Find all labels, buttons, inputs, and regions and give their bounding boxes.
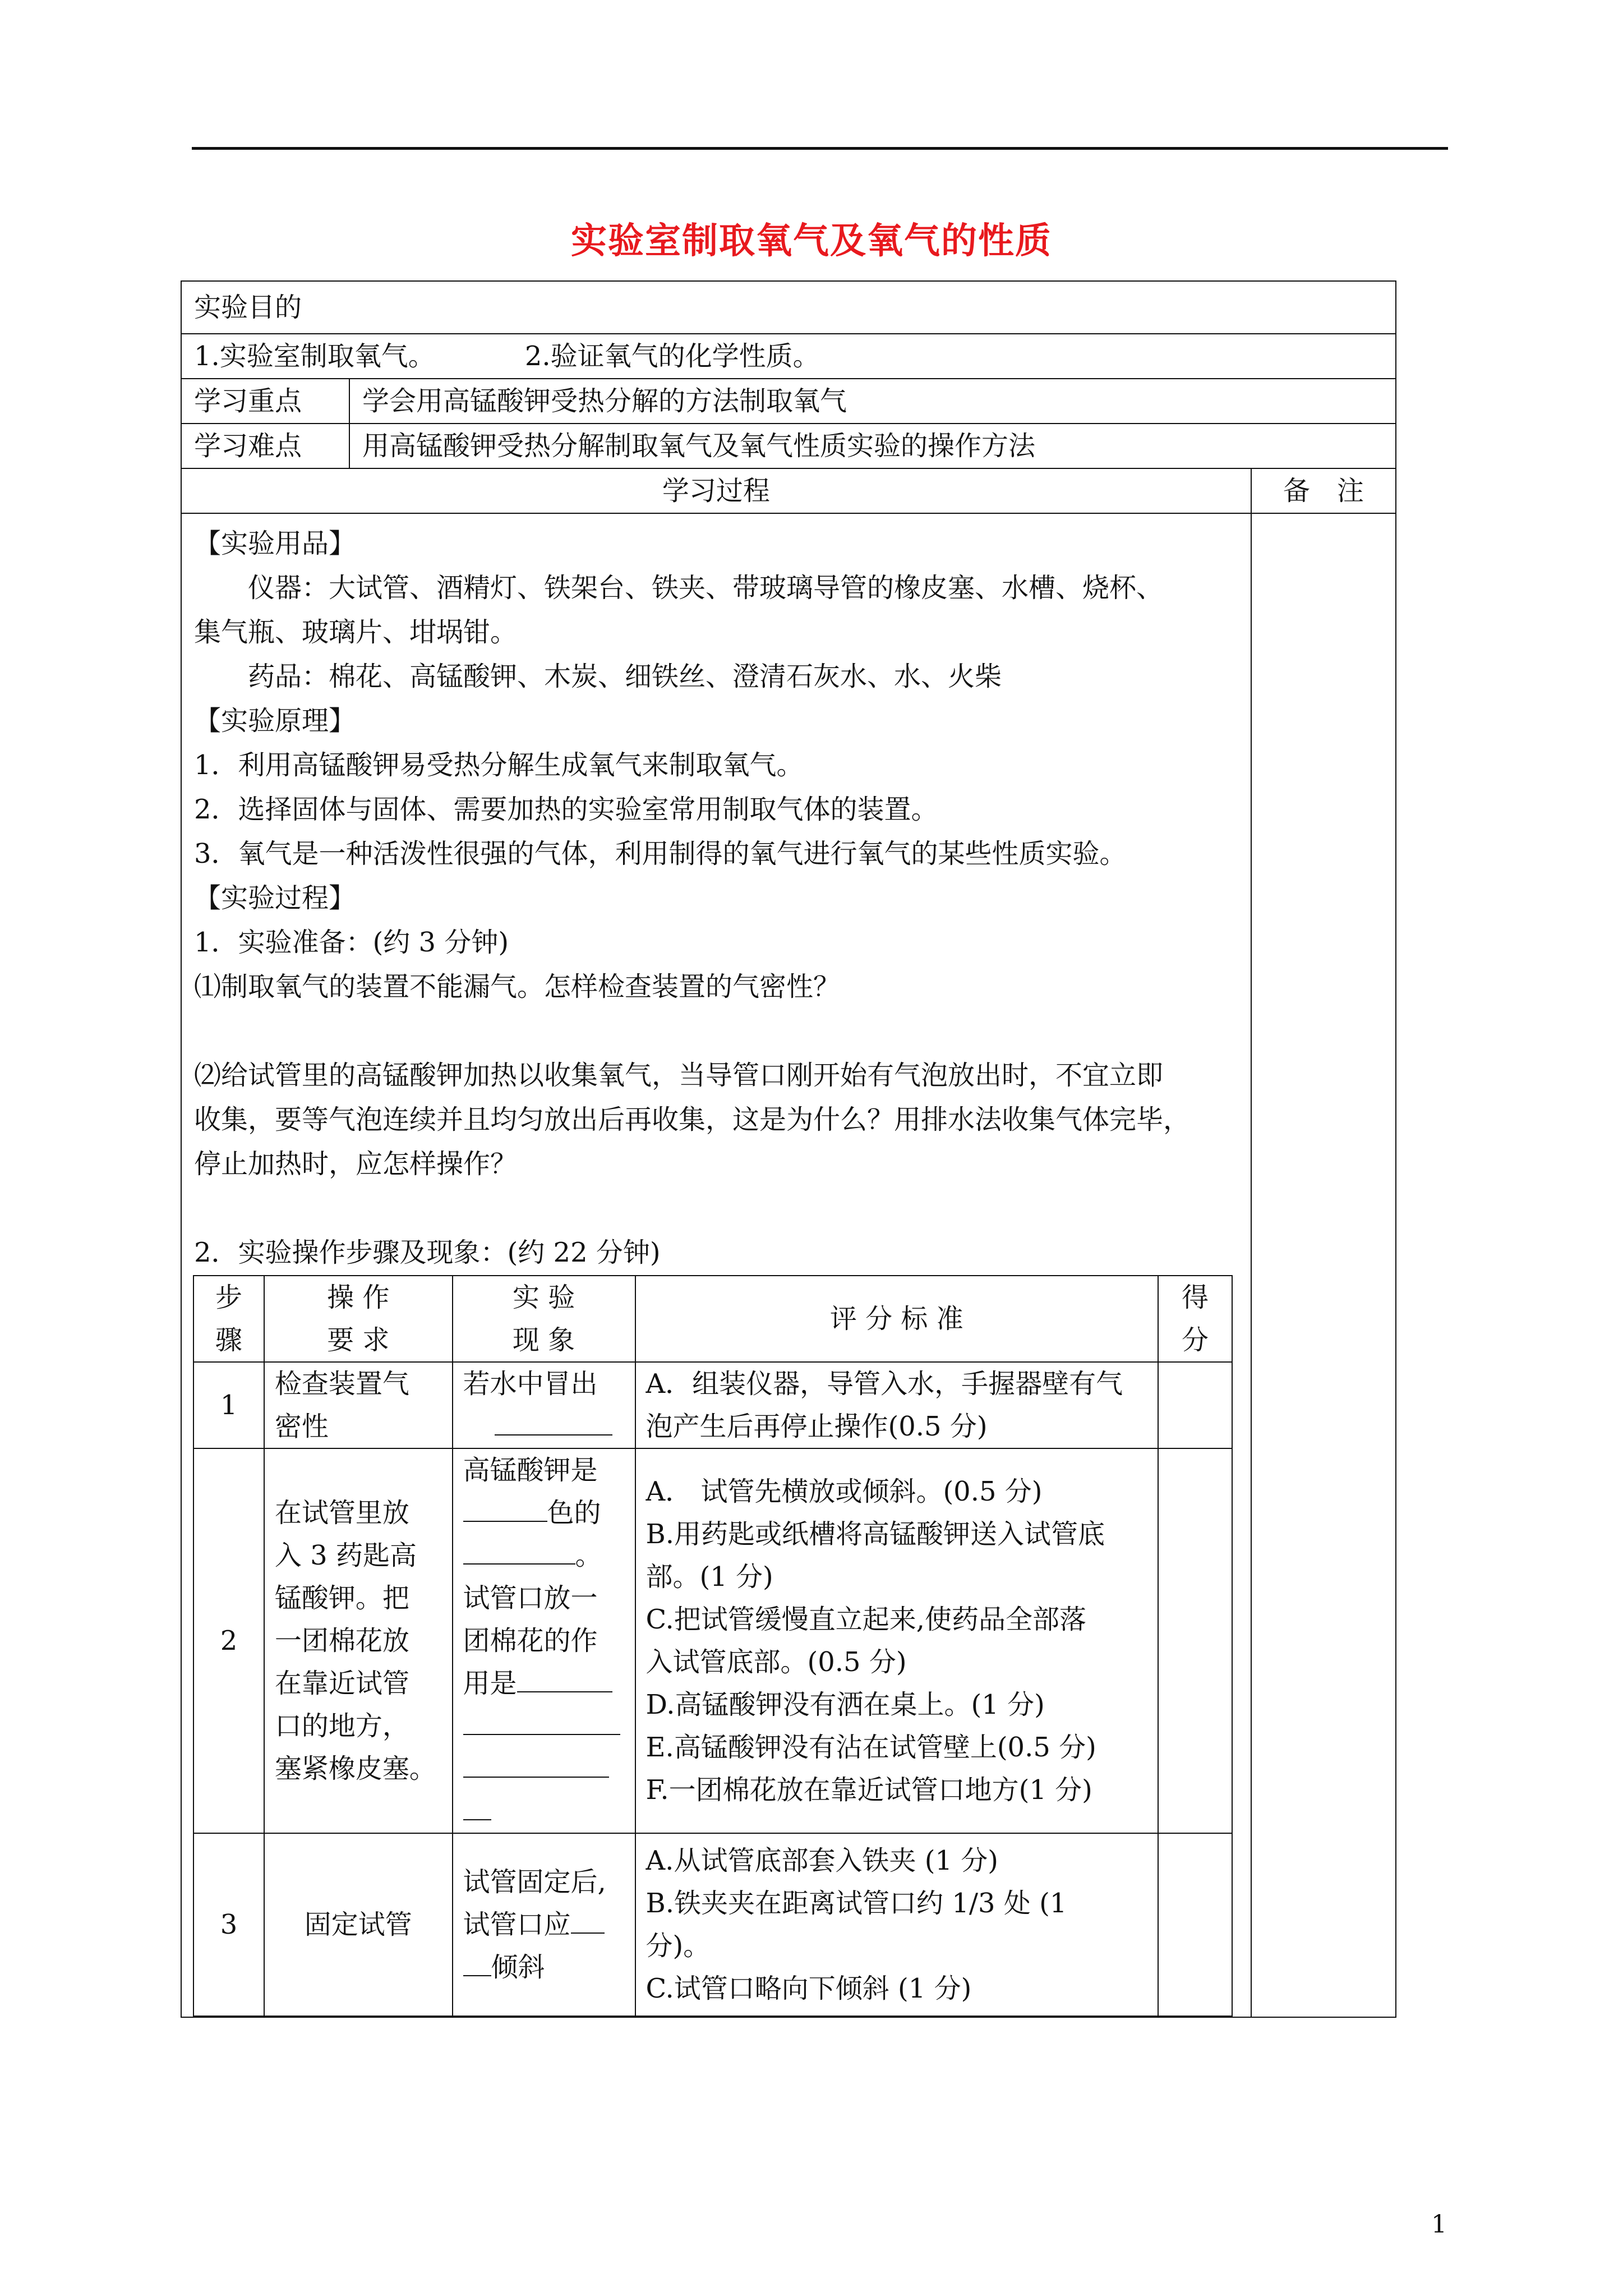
table-row [193,1362,1232,1448]
prep-line: 1．实验准备：(约 3 分钟) [194,927,509,958]
steps-title: 2．实验操作步骤及现象：(约 22 分钟) [194,1237,661,1268]
row-2-score[interactable] [1158,1448,1232,1833]
row-3-score[interactable] [1158,1833,1232,2016]
instruments-line-1: 仪器：大试管、酒精灯、铁架台、铁夹、带玻璃导管的橡皮塞、水槽、烧杯、 [248,572,1164,604]
row-2-requirement: 在试管里放 入 3 药匙高 锰酸钾。把 一团棉花放 在靠近试管 口的地方， 塞紧橡皮塞。 [264,1448,453,1833]
question-2-line-2: 收集，要等气泡连续并且均匀放出后再收集，这是为什么？用排水法收集气体完毕， [194,1104,1191,1135]
row-3-requirement: 固定试管 [264,1833,453,2016]
question-1: ⑴制取氧气的装置不能漏气。怎样检查装置的气密性？ [194,971,841,1002]
process-header: 学习过程 [181,468,1251,513]
row-2-phenomenon: 高锰酸钾是 色的 。 试管口放一 团棉花的作 用是 [453,1448,635,1833]
row-1-requirement: 检查装置气 密性 [264,1362,453,1448]
remarks-cell[interactable] [1251,513,1396,2017]
answer-blank[interactable] [463,1534,575,1565]
answer-blank[interactable] [463,1946,491,1976]
process-header-row [181,468,1396,513]
header-requirement: 操 作 要 求 [264,1276,453,1362]
answer-blank[interactable] [463,1747,609,1778]
difficulty-label: 学习难点 [181,424,349,468]
principle-3: 3．氧气是一种活泼性很强的气体，利用制得的氧气进行氧气的某些性质实验。 [194,838,1127,869]
row-1-criteria: A．组装仪器，导管入水，手握器壁有气 泡产生后再停止操作(0.5 分) [635,1362,1159,1448]
materials-title: 【实验用品】 [194,528,356,559]
answer-blank[interactable] [495,1405,612,1435]
row-2-step: 2 [193,1448,264,1833]
principle-1: 1．利用高锰酸钾易受热分解生成氧气来制取氧气。 [194,749,804,781]
principle-title: 【实验原理】 [194,705,356,737]
reagents-line: 药品：棉花、高锰酸钾、木炭、细铁丝、澄清石灰水、水、火柴 [248,661,1002,692]
process-body-row [181,513,1396,2017]
focus-label: 学习重点 [181,379,349,424]
row-1-score[interactable] [1158,1362,1232,1448]
header-phenomenon: 实 验 现 象 [453,1276,635,1362]
table-row [193,1448,1232,1833]
page-title: 实验室制取氧气及氧气的性质 [571,220,1052,262]
purpose-items [181,334,1396,379]
row-2-criteria: A． 试管先横放或倾斜。(0.5 分) B.用药匙或纸槽将高锰酸钾送入试管底 部。(1 分) C.把试管缓慢直立起来,使药品全部落 入试管底部。(0.5 分) D.高锰酸钾没有洒在桌上。(1 分) E.高锰酸钾没有沾在试管壁上(0.5 分) F.一团棉花放在靠近试管口地方(1 分) [635,1448,1159,1833]
row-1-phenomenon: 若水中冒出 [453,1362,635,1448]
remarks-header: 备 注 [1251,468,1396,513]
table-row [193,1833,1232,2016]
lesson-table [181,280,1396,2018]
header-rule [192,147,1448,150]
answer-blank[interactable] [463,1790,491,1820]
row-3-phenomenon: 试管固定后, 试管口应 倾斜 [453,1833,635,2016]
purpose-label: 实验目的 [181,281,1396,334]
header-criteria: 评 分 标 准 [635,1276,1159,1362]
row-3-criteria: A.从试管底部套入铁夹 (1 分) B.铁夹夹在距离试管口约 1/3 处 (1 分)。 C.试管口略向下倾斜 (1 分) [635,1833,1159,2016]
answer-blank[interactable] [571,1903,605,1934]
difficulty-row [181,424,1396,468]
scoring-table [193,1275,1233,2017]
process-body [181,513,1251,2017]
question-2-line-1: ⑵给试管里的高锰酸钾加热以收集氧气，当导管口刚开始有气泡放出时，不宜立即 [194,1060,1164,1091]
purpose-items-row [181,334,1396,379]
answer-blank[interactable] [463,1705,620,1735]
answer-blank[interactable] [517,1662,612,1692]
scoring-header-row [193,1276,1232,1362]
difficulty-text: 用高锰酸钾受热分解制取氧气及氧气性质实验的操作方法 [349,424,1396,468]
purpose-item-2: 2.验证氧气的化学性质。 [524,341,820,372]
focus-text: 学会用高锰酸钾受热分解的方法制取氧气 [349,379,1396,424]
row-3-step: 3 [193,1833,264,2016]
page-number: 1 [1431,2210,1447,2239]
purpose-label-row [181,281,1396,334]
question-2-line-3: 停止加热时，应怎样操作？ [194,1148,518,1180]
focus-row [181,379,1396,424]
instruments-line-2: 集气瓶、玻璃片、坩埚钳。 [194,616,518,648]
answer-blank[interactable] [463,1492,547,1522]
row-1-step: 1 [193,1362,264,1448]
purpose-item-1: 1.实验室制取氧气。 [194,341,435,372]
procedure-title: 【实验过程】 [194,882,356,914]
header-step: 步 骤 [193,1276,264,1362]
header-score: 得 分 [1158,1276,1232,1362]
principle-2: 2．选择固体与固体、需要加热的实验室常用制取气体的装置。 [194,794,938,825]
